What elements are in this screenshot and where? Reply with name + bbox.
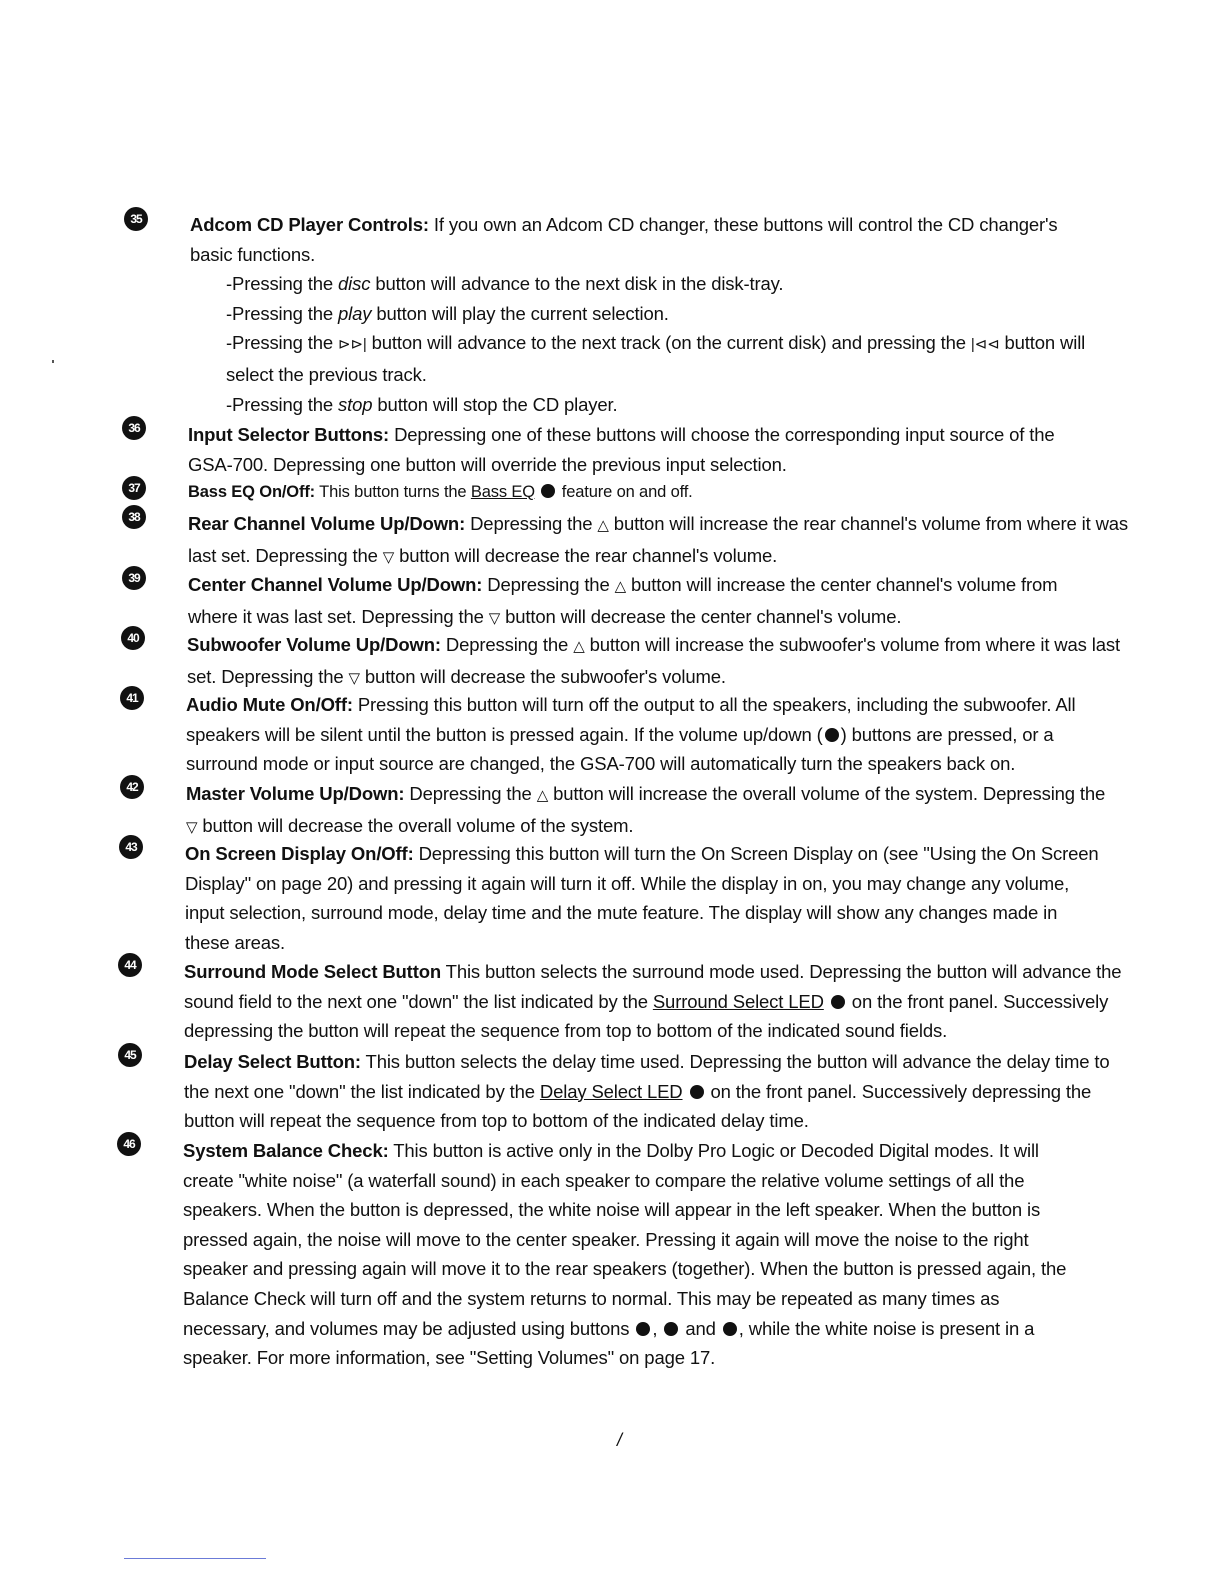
- number-badge-37: 37: [122, 476, 146, 500]
- number-badge-38: 38: [122, 505, 146, 529]
- number-badge-39: 39: [122, 566, 146, 590]
- entry-38-text: Rear Channel Volume Up/Down: Depressing the △ button will increase the rear channel's volume from where it was last set. Depressing the ▽ button will decrease the rear channel's volume.: [188, 513, 1129, 566]
- next-track-icon: ⊳⊳|: [338, 336, 367, 354]
- entry-41-text: Audio Mute On/Off: Pressing this button will turn off the output to all the speakers, including the subwoofer. All speakers will be silent until the button is pressed again. If the volume up/down ( ) buttons are pressed, or a surround mode or input source are changed, the GSA-700 will automatically turn the speakers back on.: [186, 694, 1076, 775]
- entry-44-text: Surround Mode Select Button This button selects the surround mode used. Depressing the button will advance the sound field to the next one "down" the list indicated by the Surround Select LED on the front panel. Successively depressing the button will repeat the sequence from top to bottom of the indicated sound fields.: [184, 961, 1122, 1042]
- sub-disc: -Pressing the disc button will advance to the next disk in the disk-tray.: [226, 273, 784, 295]
- sub-play: -Pressing the play button will play the current selection.: [226, 302, 669, 324]
- down-triangle-icon: ▽: [488, 609, 501, 627]
- up-triangle-icon: △: [573, 638, 585, 655]
- up-triangle-icon: △: [536, 787, 549, 804]
- entry-36-text: Input Selector Buttons: Depressing one of these buttons will choose the corresponding input source of the GSA-700. Depressing one button will override the previous input selection.: [188, 424, 1055, 475]
- number-badge-45: 45: [118, 1043, 142, 1067]
- callout-dot-icon: [825, 728, 839, 742]
- bass-eq-link: Bass EQ: [470, 483, 535, 501]
- callout-dot-icon: [541, 484, 555, 498]
- previous-track-icon: |⊲⊲: [970, 336, 1000, 354]
- callout-dot-icon: [636, 1322, 650, 1336]
- down-triangle-icon: ▽: [348, 669, 360, 687]
- number-badge-40: 40: [121, 626, 145, 650]
- scan-speck: [52, 360, 54, 363]
- footer-rule: [124, 1558, 266, 1559]
- surround-select-led-link: Surround Select LED: [652, 990, 824, 1012]
- callout-dot-icon: [723, 1322, 737, 1336]
- up-triangle-icon: △: [597, 517, 609, 534]
- sub-skip: -Pressing the ⊳⊳| button will advance to the next track (on the current disk) and pressing the |⊲⊲ button will select the previous track.: [226, 332, 1086, 385]
- sub-stop: -Pressing the stop button will stop the CD player.: [226, 393, 618, 415]
- number-badge-36: 36: [122, 416, 146, 440]
- callout-dot-icon: [831, 995, 845, 1009]
- callout-dot-icon: [664, 1322, 678, 1336]
- entry-40-text: Subwoofer Volume Up/Down: Depressing the △ button will increase the subwoofer's volume from where it was last set. Depressing the ▽ button will decrease the subwoofer's volume.: [187, 634, 1120, 687]
- down-triangle-icon: ▽: [186, 818, 198, 836]
- number-badge-46: 46: [117, 1132, 141, 1156]
- number-badge-41: 41: [120, 686, 144, 710]
- number-badge-44: 44: [118, 953, 142, 977]
- number-badge-42: 42: [120, 775, 144, 799]
- delay-select-led-link: Delay Select LED: [539, 1080, 683, 1102]
- number-badge-35: 35: [124, 207, 148, 231]
- entry-title: Adcom CD Player Controls:: [190, 214, 429, 235]
- number-badge-43: 43: [119, 835, 143, 859]
- entry-45-text: Delay Select Button: This button selects the delay time used. Depressing the button will advance the delay time to the next one "down" the list indicated by the Delay Select LED on the front panel. Successively depressing the button will repeat the sequence from top to bottom of the indicated delay time.: [184, 1051, 1110, 1132]
- entry-35-text: [190, 210, 1095, 419]
- down-triangle-icon: ▽: [382, 548, 395, 566]
- callout-dot-icon: [690, 1085, 704, 1099]
- entry-42-text: Master Volume Up/Down: Depressing the △ button will increase the overall volume of the system. Depressing the ▽ button will decrease the overall volume of the system.: [186, 783, 1106, 836]
- entry-39-text: Center Channel Volume Up/Down: Depressing the △ button will increase the center channel's volume from where it was last set. Depressing the ▽ button will decrease the center channel's volume.: [188, 574, 1058, 627]
- entry-46-text: System Balance Check: This button is active only in the Dolby Pro Logic or Decoded Digital modes. It will create "white noise" (a waterfall sound) in each speaker to compare the relative volume settings of all the speakers. When the button is depressed, the white noise will appear in the left speaker. When the button is pressed again, the noise will move to the center speaker. Pressing it again will move the noise to the right speaker and pressing again will move it to the rear speakers (together). When the button is pressed again, the Balance Check will turn off and the system returns to normal. This may be repeated as many times as necessary, and volumes may be adjusted using buttons , and , while the white noise is present in a speaker. For more information, see "Setting Volumes" on page 17.: [183, 1140, 1067, 1369]
- entry-43-text: On Screen Display On/Off: Depressing this button will turn the On Screen Display on (see "Using the On Screen Display" on page 20) and pressing it again will turn it off. While the display in on, you may change any volume, input selection, surround mode, delay time and the mute feature. The display will show any changes made in these areas.: [185, 843, 1099, 953]
- entry-body: If you own an Adcom CD changer, these buttons will control the CD changer's basic functions.: [190, 214, 1058, 265]
- entry-37-text: Bass EQ On/Off: This button turns the Bass EQ feature on and off.: [188, 483, 693, 501]
- page-number: /: [617, 1430, 623, 1450]
- up-triangle-icon: △: [614, 578, 626, 595]
